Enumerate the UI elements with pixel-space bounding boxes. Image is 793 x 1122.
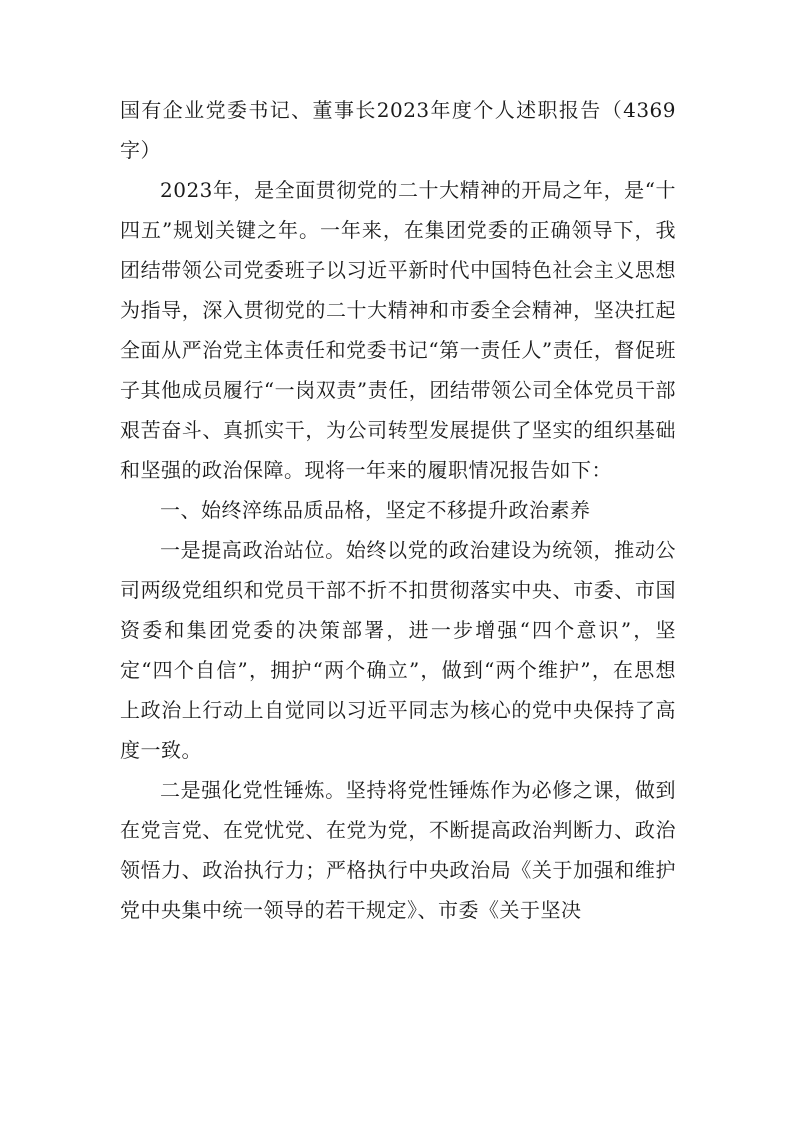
document-page [120, 90, 676, 930]
paragraph-party-spirit: 二是强化党性锤炼。坚持将党性锤炼作为必修之课，做到在党言党、在党忧党、在党为党，不断提高政治判断力、政治领悟力、政治执行力；严格执行中央政治局《关于加强和维护党中央集中统一领导的若干规定》、市委《关于坚决 [120, 778, 676, 922]
document-title: 国有企业党委书记、董事长2023年度个人述职报告（4369字） [120, 98, 676, 162]
paragraph-political-stance: 一是提高政治站位。始终以党的政治建设为统领，推动公司两级党组织和党员干部不折不扣贯彻落实中央、市委、市国资委和集团党委的决策部署，进一步增强“四个意识”，坚定“四个自信”，拥护“两个确立”，做到“两个维护”，在思想上政治上行动上自觉同以习近平同志为核心的党中央保持了高度一致。 [120, 538, 676, 762]
section-heading-1: 一、始终淬练品质品格，坚定不移提升政治素养 [160, 498, 591, 522]
paragraph-intro: 2023年，是全面贯彻党的二十大精神的开局之年，是“十四五”规划关键之年。一年来，在集团党委的正确领导下，我团结带领公司党委班子以习近平新时代中国特色社会主义思想为指导，深入贯彻党的二十大精神和市委全会精神，坚决扛起全面从严治党主体责任和党委书记“第一责任人”责任，督促班子其他成员履行“一岗双责”责任，团结带领公司全体党员干部艰苦奋斗、真抓实干，为公司转型发展提供了坚实的组织基础和坚强的政治保障。现将一年来的履职情况报告如下： [120, 178, 676, 482]
